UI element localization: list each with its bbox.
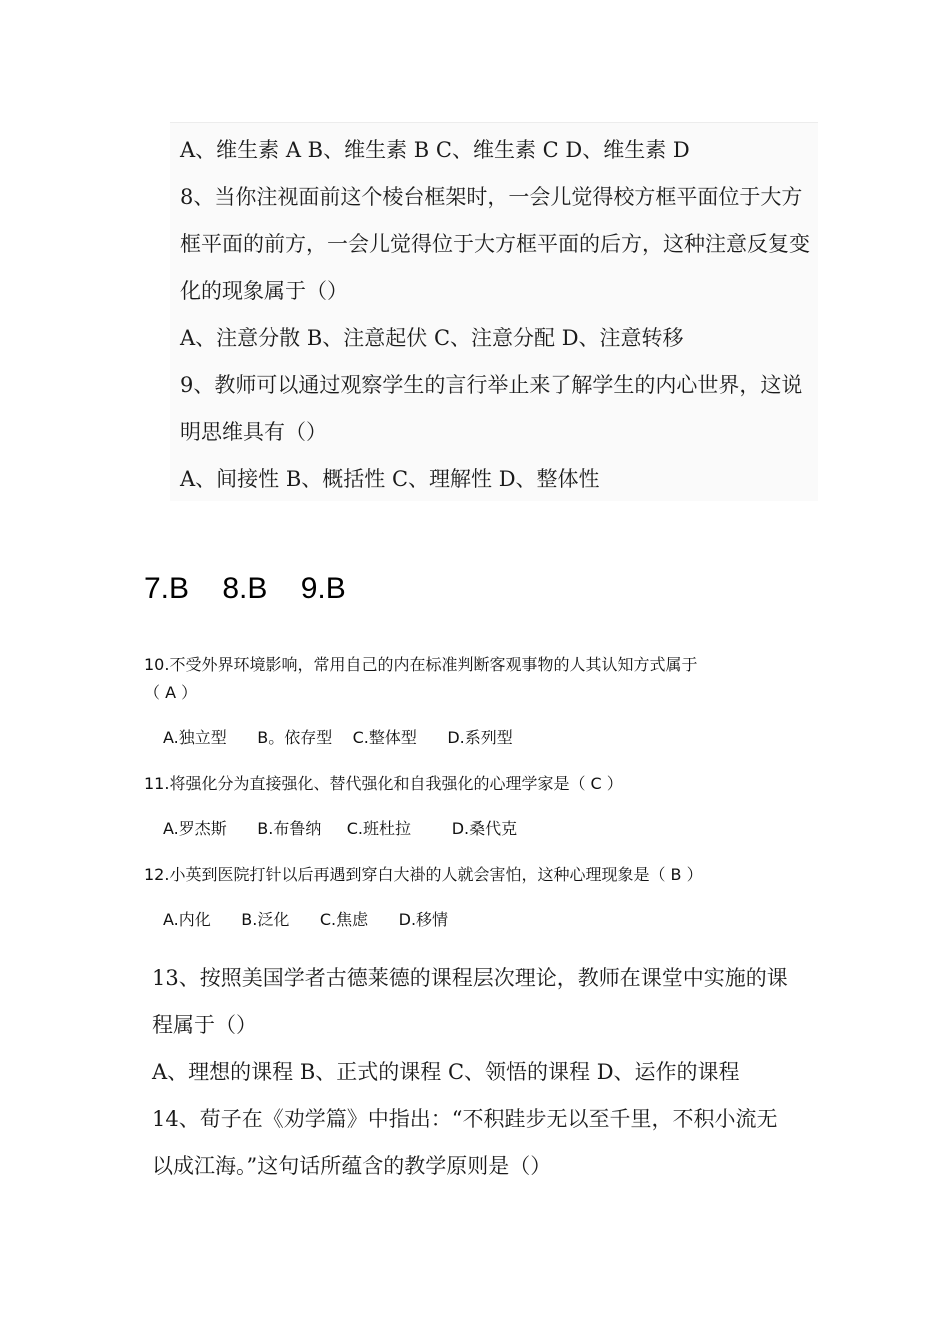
scan-line-question-13: 13、按照美国学者古德莱德的课程层次理论，教师在课堂中实施的课 — [152, 966, 788, 990]
scan-line-question-9: 9、教师可以通过观察学生的言行举止来了解学生的内心世界，这说 — [180, 373, 803, 397]
scan-line-question-14-end: 以成江海。”这句话所蕴含的教学原则是（） — [152, 1154, 552, 1178]
question-11-stem: 11.将强化分为直接强化、替代强化和自我强化的心理学家是（ C ） — [144, 774, 623, 793]
scan-line-options-9: A、间接性 B、概括性 C、理解性 D、整体性 — [180, 467, 600, 491]
question-11-options: A.罗杰斯 B.布鲁纳 C.班杜拉 D.桑代克 — [163, 819, 518, 838]
question-10-options: A.独立型 B。依存型 C.整体型 D.系列型 — [163, 728, 513, 747]
scan-line-options-13: A、理想的课程 B、正式的课程 C、领悟的课程 D、运作的课程 — [152, 1060, 740, 1084]
scan-line-question-9-end: 明思维具有（） — [180, 420, 327, 444]
question-10-answer: （ A ） — [144, 683, 198, 702]
question-12-options: A.内化 B.泛化 C.焦虑 D.移情 — [163, 910, 449, 929]
scan-line-question-8: 8、当你注视面前这个棱台框架时，一会儿觉得校方框平面位于大方 — [180, 185, 803, 209]
question-12-stem: 12.小英到医院打针以后再遇到穿白大褂的人就会害怕，这种心理现象是（ B ） — [144, 865, 703, 884]
scan-line-options-7: A、维生素 A B、维生素 B C、维生素 C D、维生素 D — [180, 138, 690, 162]
question-10-stem: 10.不受外界环境影响，常用自己的内在标准判断客观事物的人其认知方式属于 — [144, 655, 698, 674]
scan-line-question-8-cont: 框平面的前方，一会儿觉得位于大方框平面的后方，这种注意反复变 — [180, 232, 810, 256]
scan-line-question-13-end: 程属于（） — [152, 1013, 257, 1037]
answer-key: 7.B 8.B 9.B — [144, 572, 346, 605]
scan-line-question-14: 14、荀子在《劝学篇》中指出：“不积跬步无以至千里，不积小流无 — [152, 1107, 778, 1131]
scan-line-question-8-end: 化的现象属于（） — [180, 279, 348, 303]
scan-line-options-8: A、注意分散 B、注意起伏 C、注意分配 D、注意转移 — [180, 326, 684, 350]
